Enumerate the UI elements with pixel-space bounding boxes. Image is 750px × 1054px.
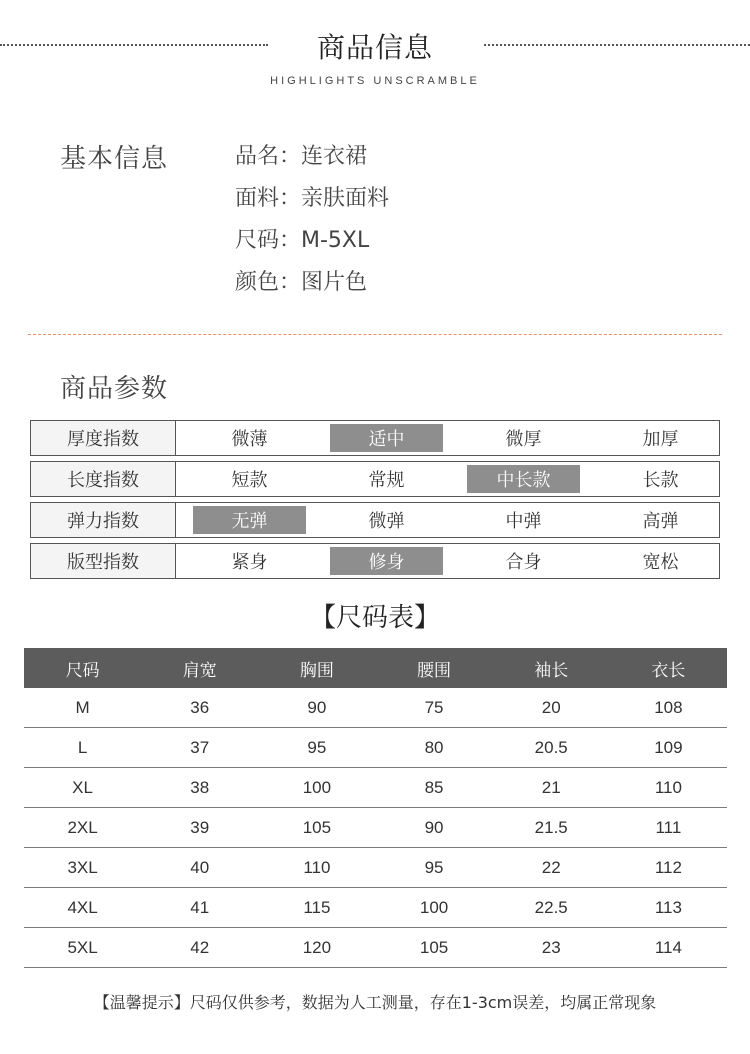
table-cell: 111: [610, 808, 727, 848]
param-option-selected: 无弹: [193, 506, 306, 534]
size-chart-header-cell: 腰围: [375, 648, 492, 688]
param-label: 版型指数: [31, 544, 176, 578]
info-label: 品名：: [235, 144, 302, 169]
table-cell: 2XL: [24, 808, 141, 848]
table-cell: 20: [493, 688, 610, 728]
params-heading: 商品参数: [60, 374, 169, 404]
table-cell: 38: [141, 768, 258, 808]
table-cell: 120: [258, 928, 375, 968]
param-option: 紧身: [231, 552, 268, 573]
table-cell: 40: [141, 848, 258, 888]
info-value: M-5XL: [301, 228, 370, 253]
table-cell: 95: [375, 848, 492, 888]
table-cell: 112: [610, 848, 727, 888]
param-row: [30, 461, 720, 497]
page-title: 商品信息: [316, 31, 433, 64]
section-divider: [28, 334, 722, 335]
table-cell: 100: [375, 888, 492, 928]
table-cell: 20.5: [493, 728, 610, 768]
param-option: 宽松: [642, 552, 679, 573]
params-table: [30, 420, 720, 584]
size-chart-header-cell: 衣长: [610, 648, 727, 688]
param-options: [176, 503, 719, 537]
param-option-selected: 修身: [330, 547, 443, 575]
param-row: [30, 543, 720, 579]
table-row: [24, 888, 727, 928]
table-cell: 21.5: [493, 808, 610, 848]
table-cell: 100: [258, 768, 375, 808]
table-cell: 4XL: [24, 888, 141, 928]
table-cell: L: [24, 728, 141, 768]
param-option: 微薄: [231, 429, 268, 450]
table-cell: 110: [610, 768, 727, 808]
info-row-fabric: [235, 181, 389, 223]
table-cell: 3XL: [24, 848, 141, 888]
param-options: [176, 462, 719, 496]
param-label: 弹力指数: [31, 503, 176, 537]
table-cell: 41: [141, 888, 258, 928]
param-option: 合身: [505, 552, 542, 573]
table-row: [24, 848, 727, 888]
size-chart-header-cell: 肩宽: [141, 648, 258, 688]
param-options: [176, 421, 719, 455]
param-option: 短款: [231, 470, 268, 491]
table-cell: 21: [493, 768, 610, 808]
size-chart-header-cell: 尺码: [24, 648, 141, 688]
table-cell: 105: [258, 808, 375, 848]
info-value: 图片色: [301, 270, 368, 295]
size-chart-header-row: [24, 648, 727, 688]
table-cell: 95: [258, 728, 375, 768]
table-cell: M: [24, 688, 141, 728]
param-option-selected: 中长款: [467, 465, 580, 493]
table-cell: 23: [493, 928, 610, 968]
table-cell: 108: [610, 688, 727, 728]
info-value: 亲肤面料: [301, 186, 390, 211]
param-option: 微厚: [505, 429, 542, 450]
info-label: 颜色：: [235, 270, 302, 295]
size-chart-title: 【尺码表】: [309, 603, 440, 633]
size-chart-table: [24, 648, 727, 968]
page-subtitle: HIGHLIGHTS UNSCRAMBLE: [270, 75, 480, 87]
table-cell: 109: [610, 728, 727, 768]
info-label: 尺码：: [235, 228, 302, 253]
basic-info-list: [235, 139, 389, 307]
table-row: [24, 728, 727, 768]
table-cell: 22: [493, 848, 610, 888]
size-chart-header-cell: 袖长: [493, 648, 610, 688]
table-cell: 36: [141, 688, 258, 728]
footnote: 【温馨提示】尺码仅供参考，数据为人工测量，存在1-3cm误差，均属正常现象: [93, 993, 657, 1012]
param-row: [30, 420, 720, 456]
info-value: 连衣裙: [301, 144, 368, 169]
table-row: [24, 688, 727, 728]
table-row: [24, 928, 727, 968]
info-row-color: [235, 265, 389, 307]
table-cell: 42: [141, 928, 258, 968]
table-cell: 115: [258, 888, 375, 928]
table-row: [24, 768, 727, 808]
table-cell: 75: [375, 688, 492, 728]
param-option: 长款: [642, 470, 679, 491]
table-cell: XL: [24, 768, 141, 808]
info-row-name: [235, 139, 389, 181]
param-option: 高弹: [642, 511, 679, 532]
param-option-selected: 适中: [330, 424, 443, 452]
table-cell: 80: [375, 728, 492, 768]
table-cell: 105: [375, 928, 492, 968]
param-option: 常规: [368, 470, 405, 491]
param-label: 厚度指数: [31, 421, 176, 455]
size-chart-header-cell: 胸围: [258, 648, 375, 688]
table-cell: 22.5: [493, 888, 610, 928]
table-cell: 113: [610, 888, 727, 928]
param-row: [30, 502, 720, 538]
param-option: 中弹: [505, 511, 542, 532]
param-options: [176, 544, 719, 578]
param-option: 微弹: [368, 511, 405, 532]
table-cell: 90: [258, 688, 375, 728]
table-cell: 90: [375, 808, 492, 848]
param-option: 加厚: [642, 429, 679, 450]
info-label: 面料：: [235, 186, 302, 211]
table-cell: 114: [610, 928, 727, 968]
table-cell: 110: [258, 848, 375, 888]
param-label: 长度指数: [31, 462, 176, 496]
info-row-size: [235, 223, 389, 265]
table-cell: 5XL: [24, 928, 141, 968]
table-cell: 37: [141, 728, 258, 768]
basic-info-heading: 基本信息: [60, 144, 169, 174]
table-cell: 39: [141, 808, 258, 848]
table-cell: 85: [375, 768, 492, 808]
table-row: [24, 808, 727, 848]
